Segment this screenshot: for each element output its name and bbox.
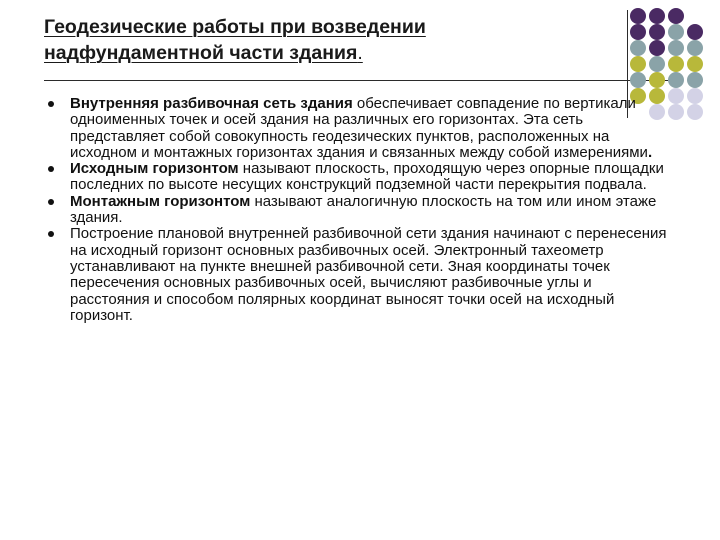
decorative-dot <box>668 56 684 72</box>
bullet-icon <box>48 231 54 237</box>
title-line-1: Геодезические работы при возведении <box>44 16 426 38</box>
list-item <box>48 226 668 324</box>
bullet-icon <box>48 166 54 172</box>
item-term: Внутренняя разбивочная сеть здания <box>70 95 353 112</box>
decorative-dot <box>630 56 646 72</box>
horizontal-divider <box>44 80 668 81</box>
decorative-dot <box>649 56 665 72</box>
slide-title <box>44 14 604 66</box>
decorative-dot <box>668 104 684 120</box>
title-period: . <box>357 42 363 64</box>
decorative-dot <box>630 24 646 40</box>
decorative-dot <box>687 24 703 40</box>
decorative-dot <box>649 8 665 24</box>
bullet-icon <box>48 101 54 107</box>
decorative-dot <box>630 72 646 88</box>
list-item <box>48 96 668 161</box>
bullet-list <box>48 96 668 324</box>
item-text: называют аналогичную плоскость на том или ином этаже здания. <box>70 192 657 227</box>
decorative-dot <box>687 104 703 120</box>
decorative-dot <box>687 72 703 88</box>
decorative-dot <box>687 88 703 104</box>
decorative-dot <box>687 56 703 72</box>
item-text: называют плоскость, проходящую через опорные площадки последних по высоте несущих конструкций подземной части перекрытия подвала. <box>70 160 664 194</box>
item-term: Исходным горизонтом <box>70 160 239 178</box>
decorative-dot <box>668 8 684 24</box>
list-item <box>48 194 668 227</box>
decorative-dot <box>630 40 646 56</box>
decorative-dot <box>649 72 665 88</box>
decorative-dot <box>668 88 684 104</box>
decorative-dot <box>668 72 684 88</box>
item-text: Построение плановой внутренней разбивочной сети здания начинают с перенесения на исходный горизонт основных разбивочных осей. Электронный тахеометр устанавливают на пункте внешней разбивочной сети. Зная координаты точек пересечения основных разбивочных осей, вычисляют разбивочные углы и расстояния и способом полярных координат выносят точки осей на исходный горизонт. <box>70 225 667 324</box>
item-text: обеспечивает совпадение по вертикали одноименных точек и осей здания на различных его горизонтах. Эта сеть представляет собой совокупность геодезических пунктов, расположенных на исходном и монтажных горизонтах здания и связанных между собой измерениями <box>70 95 648 161</box>
decorative-dot <box>649 24 665 40</box>
list-item <box>48 161 668 194</box>
item-tail: . <box>647 143 653 161</box>
decorative-dot <box>668 24 684 40</box>
decorative-dot <box>630 8 646 24</box>
title-line-2 <box>44 40 604 66</box>
bullet-icon <box>48 199 54 205</box>
item-term: Монтажным горизонтом <box>70 192 251 210</box>
decorative-dot <box>668 40 684 56</box>
title-line-2-text: надфундаментной части здания <box>44 42 358 64</box>
decorative-dot <box>649 40 665 56</box>
decorative-dot <box>687 40 703 56</box>
